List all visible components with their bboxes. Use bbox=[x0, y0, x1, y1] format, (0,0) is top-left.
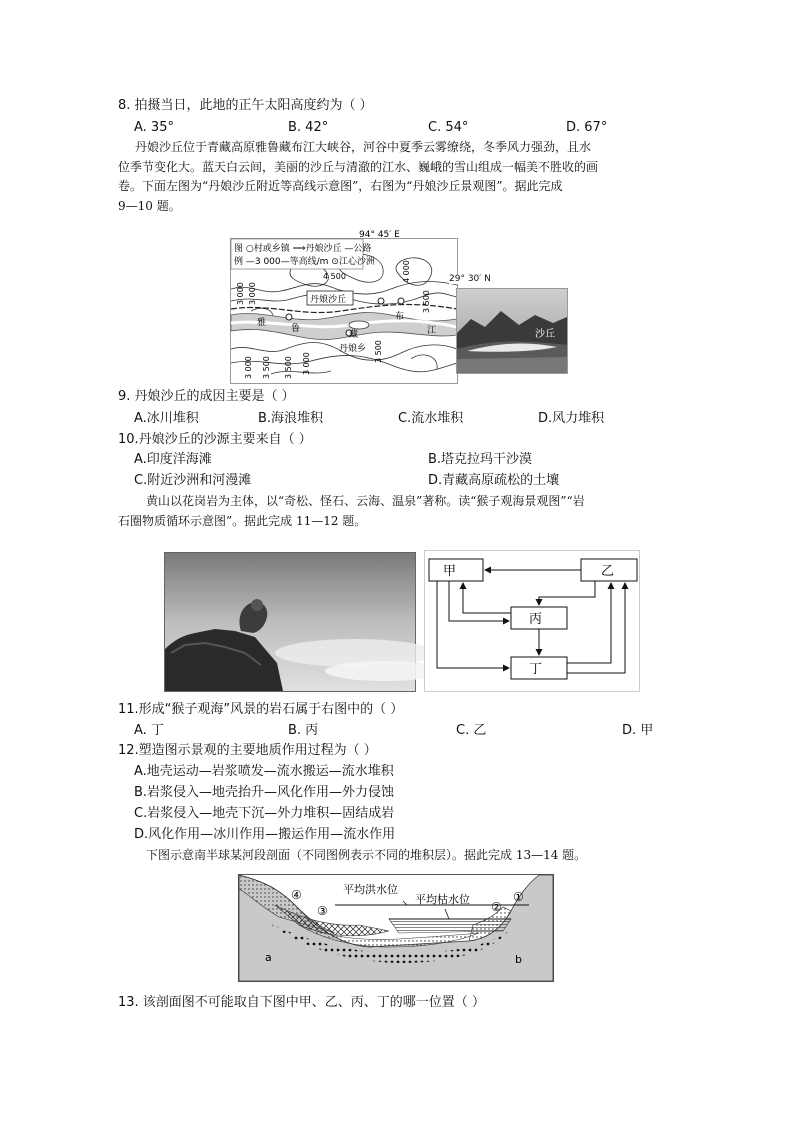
river-section-diagram bbox=[238, 874, 554, 982]
layer-1-label: ① bbox=[513, 890, 524, 904]
q9-option-c: C.流水堆积 bbox=[398, 411, 464, 426]
q9-option-d: D.风力堆积 bbox=[538, 411, 605, 426]
q8-option-a: A. 35° bbox=[134, 120, 174, 135]
q9-option-a: A.冰川堆积 bbox=[134, 411, 199, 426]
q12-stem: 12.塑造图示景观的主要地质作用过程为（ ） bbox=[118, 743, 377, 758]
map-legend-line-1: 图 ○村或乡镇 ⟹丹娘沙丘 —公路 bbox=[234, 244, 372, 254]
intro-paragraph-3: 下图示意南半球某河段剖面（不同图例表示不同的堆积层）。据此完成 13—14 题。 bbox=[146, 848, 587, 862]
flood-level-label: 平均洪水位 bbox=[343, 883, 398, 896]
q10-option-a: A.印度洋海滩 bbox=[134, 452, 212, 467]
svg-text:3 500: 3 500 bbox=[422, 290, 431, 313]
intro-paragraph-1: 丹娘沙丘位于青藏高原雅鲁藏布江大峡谷，河谷中夏季云雾缭绕，冬季风力强劲，且水 位季节变化大。蓝天白云间，美丽的沙丘与清澈的江水、巍峨的雪山组成一幅美不胜收的画 卷。下面左图为“丹娘沙丘附近等高线示意图”，右图为“丹娘沙丘景观图”。据此完成 9—10 题。 bbox=[118, 140, 599, 213]
q9-option-b: B.海浪堆积 bbox=[258, 411, 324, 426]
cycle-node-ding: 丁 bbox=[529, 662, 543, 677]
svg-text:3 000: 3 000 bbox=[236, 282, 245, 305]
q12-option-b: B.岩浆侵入—地壳抬升—风化作用—外力侵蚀 bbox=[134, 785, 395, 800]
svg-text:3 500: 3 500 bbox=[374, 340, 383, 363]
rock-cycle-diagram bbox=[424, 550, 640, 692]
latitude-label: 29° 30′ N bbox=[449, 274, 491, 284]
q11-option-b: B. 丙 bbox=[288, 723, 319, 738]
q11-stem: 11.形成“猴子观海”风景的岩石属于右图中的（ ） bbox=[118, 702, 404, 717]
svg-text:4 500: 4 500 bbox=[323, 272, 346, 281]
svg-text:3 000: 3 000 bbox=[244, 356, 253, 379]
q12-option-d: D.风化作用—冰川作用—搬运作用—流水作用 bbox=[134, 827, 396, 842]
intro-paragraph-2: 黄山以花岗岩为主体，以“奇松、怪石、云海、温泉”著称。读“猴子观海景观图”“岩 石圈物质循环示意图”。据此完成 11—12 题。 bbox=[118, 494, 585, 528]
q11-option-c: C. 乙 bbox=[456, 723, 487, 738]
q11-option-a: A. 丁 bbox=[134, 723, 164, 738]
cycle-node-jia: 甲 bbox=[443, 564, 457, 579]
q12-option-a: A.地壳运动—岩浆喷发—流水搬运—流水堆积 bbox=[134, 764, 394, 779]
q10-stem: 10.丹娘沙丘的沙源主要来自（ ） bbox=[118, 432, 312, 447]
dune-label: 丹娘沙丘 bbox=[310, 295, 347, 305]
contour-map bbox=[230, 230, 458, 384]
q10-option-d: D.青藏高原疏松的土壤 bbox=[428, 473, 560, 488]
point-b-label: b bbox=[515, 953, 522, 966]
svg-text:布: 布 bbox=[395, 312, 405, 322]
monkey-sea-photo bbox=[164, 552, 416, 692]
cycle-node-yi: 乙 bbox=[601, 564, 615, 579]
svg-text:3 000: 3 000 bbox=[302, 352, 311, 375]
dune-photo bbox=[456, 288, 568, 374]
q8-option-b: B. 42° bbox=[288, 120, 329, 135]
q10-option-c: C.附近沙洲和河漫滩 bbox=[134, 473, 252, 488]
layer-4-label: ④ bbox=[291, 888, 302, 902]
township-label: 丹娘乡 bbox=[339, 344, 367, 354]
svg-text:4 000: 4 000 bbox=[402, 260, 411, 283]
svg-text:3 500: 3 500 bbox=[262, 356, 271, 379]
layer-3-label: ③ bbox=[317, 904, 328, 918]
q10-option-b: B.塔克拉玛干沙漠 bbox=[428, 452, 533, 467]
q8-stem: 8. 拍摄当日，此地的正午太阳高度约为（ ） bbox=[118, 98, 373, 113]
q13-stem: 13. 该剖面图不可能取自下图中甲、乙、丙、丁的哪一位置（ ） bbox=[118, 995, 485, 1010]
svg-text:鲁: 鲁 bbox=[291, 324, 301, 334]
dry-level-label: 平均枯水位 bbox=[415, 893, 470, 906]
q8-option-d: D. 67° bbox=[566, 120, 608, 135]
svg-text:藏: 藏 bbox=[349, 330, 359, 340]
svg-text:3 000: 3 000 bbox=[248, 282, 257, 305]
svg-text:江: 江 bbox=[427, 326, 437, 336]
map-legend-line-2: 例 —3 000—等高线/m ⊙江心沙洲 bbox=[234, 257, 375, 267]
svg-text:雅: 雅 bbox=[257, 318, 267, 328]
layer-2-label: ② bbox=[491, 900, 502, 914]
svg-text:3 500: 3 500 bbox=[284, 356, 293, 379]
q9-stem: 9. 丹娘沙丘的成因主要是（ ） bbox=[118, 389, 295, 404]
q11-option-d: D. 甲 bbox=[622, 723, 654, 738]
point-a-label: a bbox=[265, 951, 272, 964]
dune-photo-label: 沙丘 bbox=[535, 329, 555, 340]
q12-option-c: C.岩浆侵入—地壳下沉—外力堆积—固结成岩 bbox=[134, 806, 395, 821]
cycle-node-bing: 丙 bbox=[529, 612, 543, 627]
longitude-label: 94° 45′ E bbox=[359, 230, 400, 240]
q8-option-c: C. 54° bbox=[428, 120, 469, 135]
